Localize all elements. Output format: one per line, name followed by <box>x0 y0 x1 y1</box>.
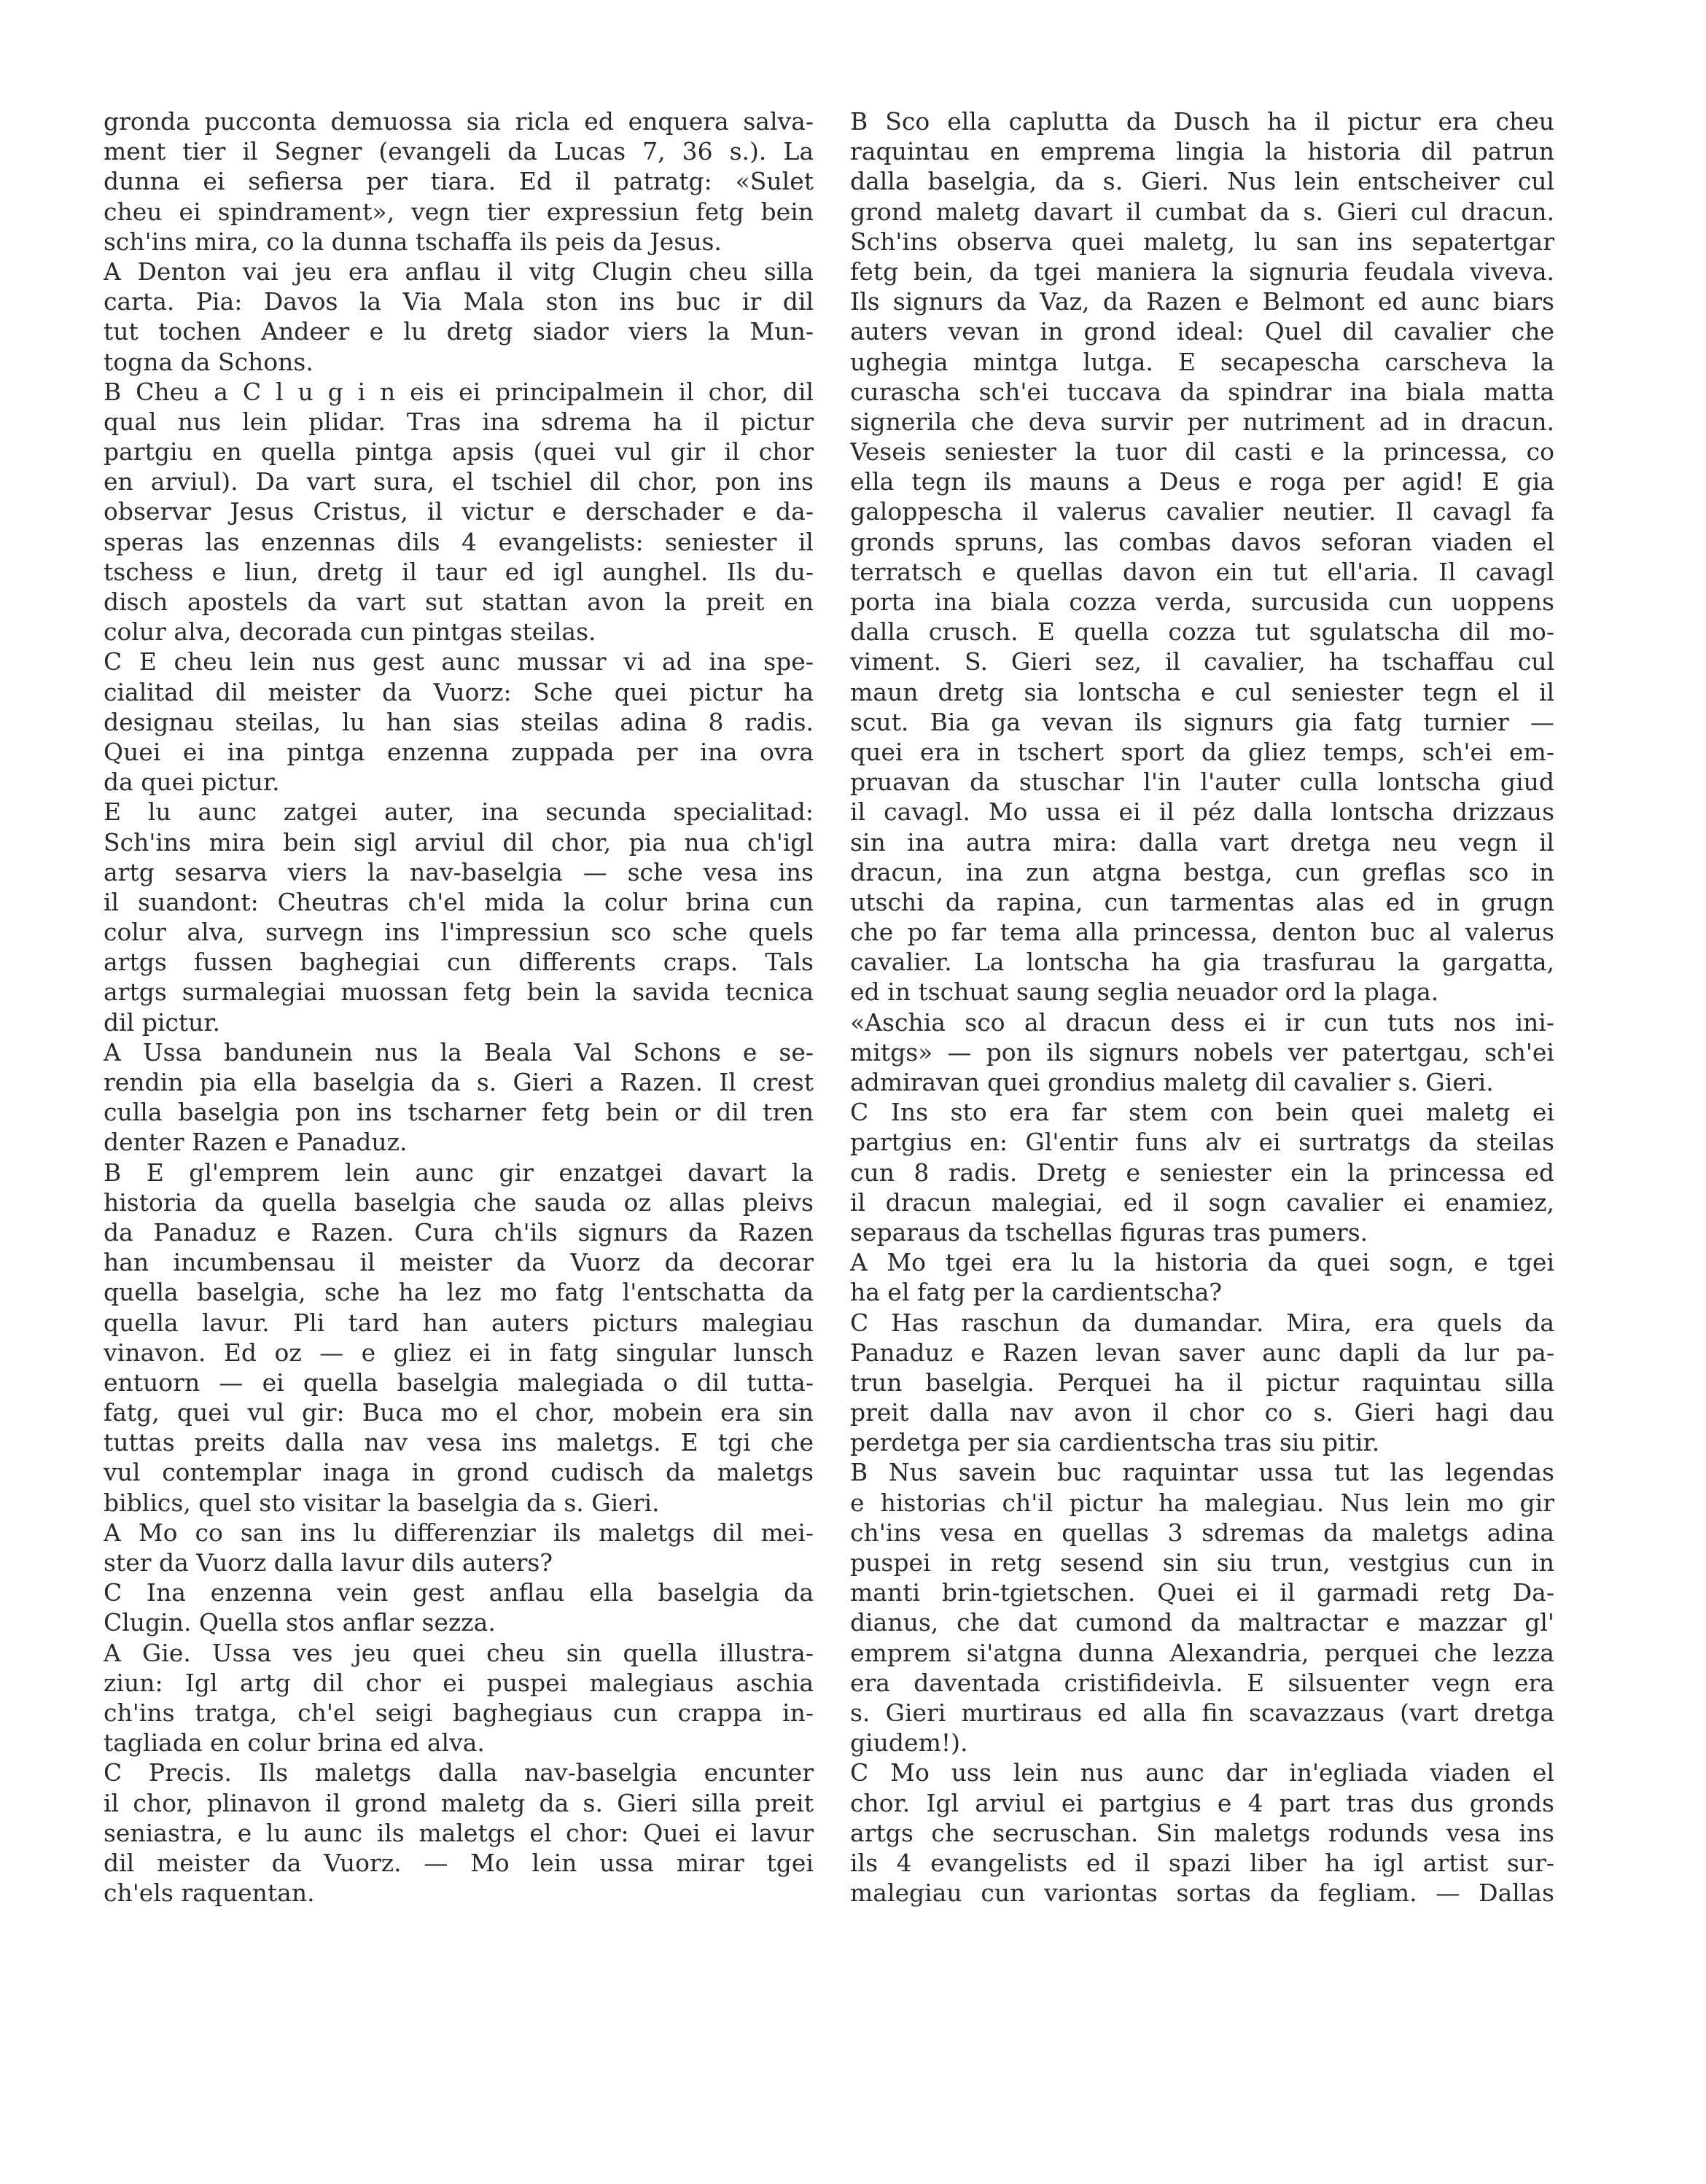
text-line: ch'ins tratga, ch'el seigi baghegiaus cun crappa in- <box>104 1698 814 1727</box>
text-line: entuorn — ei quella baselgia malegiada o dil tutta- <box>104 1368 814 1397</box>
text-line: grond maletg davart il cumbat da s. Gieri cul dracun. <box>850 197 1554 226</box>
text-line: A Ussa bandunein nus la Beala Val Schons e se- <box>104 1037 814 1066</box>
text-line: han incumbensau il meister da Vuorz da decorar <box>104 1248 814 1277</box>
text-line: il suandont: Cheutras ch'el mida la colur brina cun <box>104 887 814 916</box>
text-line: quella lavur. Pli tard han auters picturs malegiau <box>104 1308 814 1337</box>
text-line: tagliada en colur brina ed alva. <box>104 1728 485 1758</box>
text-line: B Sco ella caplutta da Dusch ha il pictur era cheu <box>850 107 1554 136</box>
text-line: E lu aunc zatgei auter, ina secunda specialitad: <box>104 797 814 827</box>
text-line: Panaduz e Razen levan saver aunc dapli da lur pa- <box>850 1338 1554 1367</box>
text-line: observar Jesus Cristus, il victur e derschader e da- <box>104 497 814 526</box>
text-line: puspei in retg sesend sin siu trun, vestgius cun in <box>850 1548 1554 1577</box>
text-line: il cavagl. Mo ussa ei il péz dalla lontscha drizzaus <box>850 797 1554 827</box>
text-line: tschess e liun, dretg il taur ed igl aunghel. Ils du- <box>104 557 814 586</box>
text-line: era daventada cristifideivla. E silsuenter vegn era <box>850 1668 1554 1697</box>
text-line: emprem si'atgna dunna Alexandria, perquei che lezza <box>850 1638 1554 1667</box>
text-line: C E cheu lein nus gest aunc mussar vi ad ina spe- <box>104 647 814 676</box>
text-line: preit dalla nav avon il chor co s. Gieri hagi dau <box>850 1398 1554 1427</box>
text-line: galoppescha il valerus cavalier neutier. Il cavagl fa <box>850 497 1554 526</box>
text-line: Ils signurs da Vaz, da Razen e Belmont ed aunc biars <box>850 287 1554 316</box>
text-line: vul contemplar inaga in grond cudisch da maletgs <box>104 1458 814 1487</box>
text-line: raquintau en emprema lingia la historia dil patrun <box>850 137 1554 166</box>
text-line: Veseis seniester la tuor dil casti e la princessa, co <box>850 437 1554 467</box>
text-line: biblics, quel sto visitar la baselgia da s. Gieri. <box>104 1488 660 1517</box>
text-line: dil pictur. <box>104 1007 221 1037</box>
text-line: dalla baselgia, da s. Gieri. Nus lein entscheiver cul <box>850 167 1554 196</box>
text-line: Clugin. Quella stos anflar sezza. <box>104 1608 496 1637</box>
text-line: B Nus savein buc raquintar ussa tut las legendas <box>850 1458 1554 1487</box>
text-line: separaus da tschellas figuras tras pumers. <box>850 1217 1368 1247</box>
text-line: quella baselgia, sche ha lez mo fatg l'entschatta da <box>104 1278 814 1307</box>
text-line: C Ins sto era far stem con bein quei maletg ei <box>850 1098 1554 1127</box>
text-line: fatg, quei vul gir: Buca mo el chor, mobein era sin <box>104 1398 814 1427</box>
text-line: admiravan quei grondius maletg dil cavalier s. Gieri. <box>850 1068 1494 1096</box>
text-line: gronda pucconta demuossa sia ricla ed enquera salva- <box>104 107 814 136</box>
text-line: artg sesarva viers la nav-baselgia — sche vesa ins <box>104 857 814 886</box>
text-line: trun baselgia. Perquei ha il pictur raquintau silla <box>850 1368 1554 1397</box>
text-line: Quei ei ina pintga enzenna zuppada per ina ovra <box>104 737 814 766</box>
text-line: s. Gieri murtiraus ed alla fin scavazzaus (vart dretga <box>850 1698 1554 1727</box>
text-line: il chor, plinavon il grond maletg da s. Gieri silla preit <box>104 1788 814 1817</box>
text-line: ed in tschuat saung seglia neuador ord la plaga. <box>850 978 1439 1007</box>
text-line: ziun: Igl artg dil chor ei puspei malegiaus aschia <box>104 1668 814 1697</box>
text-line: giudem!). <box>850 1728 968 1758</box>
right-column <box>850 106 1554 1908</box>
text-line: cavalier. La lontscha ha gia trasfurau la gargatta, <box>850 948 1554 977</box>
text-line: ella tegn ils mauns a Deus e roga per agid! E gia <box>850 467 1554 496</box>
text-line: A Mo co san ins lu differenziar ils maletgs dil mei- <box>104 1518 814 1547</box>
text-line: disch apostels da vart sut stattan avon la preit en <box>104 588 814 616</box>
text-line: C Has raschun da dumandar. Mira, era quels da <box>850 1308 1554 1337</box>
text-line: che po far tema alla princessa, denton buc al valerus <box>850 918 1554 947</box>
text-line: artgs fussen baghegiai cun differents craps. Tals <box>104 948 814 977</box>
text-line: B Cheu a C l u g i n eis ei principalmein il chor, dil <box>104 377 814 406</box>
text-line: scut. Bia ga vevan ils signurs gia fatg turnier — <box>850 707 1554 736</box>
text-line: gronds spruns, las combas davos seforan viaden el <box>850 527 1554 556</box>
text-line: cun 8 radis. Dretg e seniester ein la princessa ed <box>850 1158 1554 1187</box>
text-line: auters vevan in grond ideal: Quel dil cavalier che <box>850 317 1554 346</box>
text-line: partgius en: Gl'entir funs alv ei surtratgs da steilas <box>850 1128 1554 1157</box>
text-line: A Gie. Ussa ves jeu quei cheu sin quella illustra- <box>104 1638 814 1667</box>
text-line: perdetga per sia cardientscha tras siu pitir. <box>850 1428 1380 1457</box>
text-line: tuttas preits dalla nav vesa ins maletgs. E tgi che <box>104 1428 814 1457</box>
text-line: ils 4 evangelists ed il spazi liber ha igl artist sur- <box>850 1848 1554 1877</box>
text-line: designau steilas, lu han sias steilas adina 8 radis. <box>104 707 814 736</box>
text-line: dunna ei sefiersa per tiara. Ed il patratg: «Sulet <box>104 167 814 196</box>
text-line: culla baselgia pon ins tscharner fetg bein or dil tren <box>104 1098 814 1127</box>
text-line: colur alva, decorada cun pintgas steilas. <box>104 617 596 647</box>
text-line: terratsch e quellas davon ein tut ell'aria. Il cavagl <box>850 557 1554 586</box>
text-line: dil meister da Vuorz. — Mo lein ussa mirar tgei <box>104 1848 814 1877</box>
text-line: malegiau cun variontas sortas da fegliam. — Dallas <box>850 1879 1554 1908</box>
text-line: da quei pictur. <box>104 768 280 797</box>
text-line: artgs che secruschan. Sin maletgs rodunds vesa ins <box>850 1818 1554 1847</box>
text-line: sin ina autra mira: dalla vart dretga neu vegn il <box>850 827 1554 857</box>
text-line: ster da Vuorz dalla lavur dils auters? <box>104 1548 553 1577</box>
text-line: signerila che deva survir per nutriment ad in dracun. <box>850 407 1554 436</box>
text-line: carta. Pia: Davos la Via Mala ston ins buc ir dil <box>104 287 814 316</box>
text-line: denter Razen e Panaduz. <box>104 1128 408 1157</box>
text-line: dalla crusch. E quella cozza tut sgulatscha dil mo- <box>850 617 1554 647</box>
text-line: da Panaduz e Razen. Cura ch'ils signurs da Razen <box>104 1217 814 1247</box>
text-line: pruavan da stuschar l'in l'auter culla lontscha giud <box>850 768 1554 797</box>
text-line: historia da quella baselgia che sauda oz allas pleivs <box>104 1187 814 1217</box>
text-line: manti brin-tgietschen. Quei ei il garmadi retg Da- <box>850 1578 1554 1607</box>
text-line: tut tochen Andeer e lu dretg siador viers la Mun- <box>104 317 814 346</box>
text-line: mitgs» — pon ils signurs nobels ver patertgau, sch'ei <box>850 1037 1554 1066</box>
text-line: qual nus lein plidar. Tras ina sdrema ha il pictur <box>104 407 814 436</box>
text-line: seniastra, e lu aunc ils maletgs el chor: Quei ei lavur <box>104 1818 814 1847</box>
text-line: Sch'ins mira bein sigl arviul dil chor, pia nua ch'igl <box>104 827 814 857</box>
text-line: ha el fatg per la cardientscha? <box>850 1278 1223 1307</box>
text-line: B E gl'emprem lein aunc gir enzatgei davart la <box>104 1158 814 1187</box>
text-line: C Precis. Ils maletgs dalla nav-baselgia encunter <box>104 1758 814 1787</box>
text-line: togna da Schons. <box>104 347 313 376</box>
text-line: cheu ei spindrament», vegn tier expressiun fetg bein <box>104 197 814 226</box>
text-line: e historias ch'il pictur ha malegiau. Nus lein mo gir <box>850 1488 1554 1517</box>
text-line: ughegia mintga lutga. E secapescha carscheva la <box>850 347 1554 376</box>
text-line: fetg bein, da tgei maniera la signuria feudala viveva. <box>850 257 1554 286</box>
text-line: A Denton vai jeu era anflau il vitg Clugin cheu silla <box>104 257 814 286</box>
text-line: C Mo uss lein nus aunc dar in'egliada viaden el <box>850 1758 1554 1787</box>
text-line: rendin pia ella baselgia da s. Gieri a Razen. Il crest <box>104 1068 814 1096</box>
text-line: cialitad dil meister da Vuorz: Sche quei pictur ha <box>104 677 814 706</box>
text-line: ch'ins vesa en quellas 3 sdremas da maletgs adina <box>850 1518 1554 1547</box>
left-column <box>104 106 814 1908</box>
text-line: A Mo tgei era lu la historia da quei sogn, e tgei <box>850 1248 1554 1277</box>
text-line: il dracun malegiai, ed il sogn cavalier ei enamiez, <box>850 1187 1554 1217</box>
text-line: ch'els raquentan. <box>104 1879 315 1908</box>
text-line: vinavon. Ed oz — e gliez ei in fatg singular lunsch <box>104 1338 814 1367</box>
text-line: dracun, ina zun atgna bestga, cun greflas sco in <box>850 857 1554 886</box>
text-line: ment tier il Segner (evangeli da Lucas 7, 36 s.). La <box>104 137 814 166</box>
text-line: quei era in tschert sport da gliez temps, sch'ei em- <box>850 737 1554 766</box>
text-line: partgiu en quella pintga apsis (quei vul gir il chor <box>104 437 814 467</box>
text-line: chor. Igl arviul ei partgius e 4 part tras dus gronds <box>850 1788 1554 1817</box>
text-line: C Ina enzenna vein gest anflau ella baselgia da <box>104 1578 814 1607</box>
text-line: speras las enzennas dils 4 evangelists: seniester il <box>104 527 814 556</box>
text-line: curascha sch'ei tuccava da spindrar ina biala matta <box>850 377 1554 406</box>
text-line: dianus, che dat cumond da maltractar e mazzar gl' <box>850 1608 1554 1637</box>
text-line: viment. S. Gieri sez, il cavalier, ha tschaffau cul <box>850 647 1554 676</box>
text-line: en arviul). Da vart sura, el tschiel dil chor, pon ins <box>104 467 814 496</box>
text-line: utschi da rapina, cun tarmentas alas ed in grugn <box>850 887 1554 916</box>
text-line: maun dretg sia lontscha e cul seniester tegn el il <box>850 677 1554 706</box>
text-line: sch'ins mira, co la dunna tschaffa ils peis da Jesus. <box>104 227 722 256</box>
text-line: Sch'ins observa quei maletg, lu san ins sepatertgar <box>850 227 1554 256</box>
text-line: «Aschia sco al dracun dess ei ir cun tuts nos ini- <box>850 1007 1554 1037</box>
text-line: colur alva, survegn ins l'impressiun sco sche quels <box>104 918 814 947</box>
text-line: porta ina biala cozza verda, surcusida cun uoppens <box>850 588 1554 616</box>
text-line: artgs surmalegiai muossan fetg bein la savida tecnica <box>104 978 814 1007</box>
